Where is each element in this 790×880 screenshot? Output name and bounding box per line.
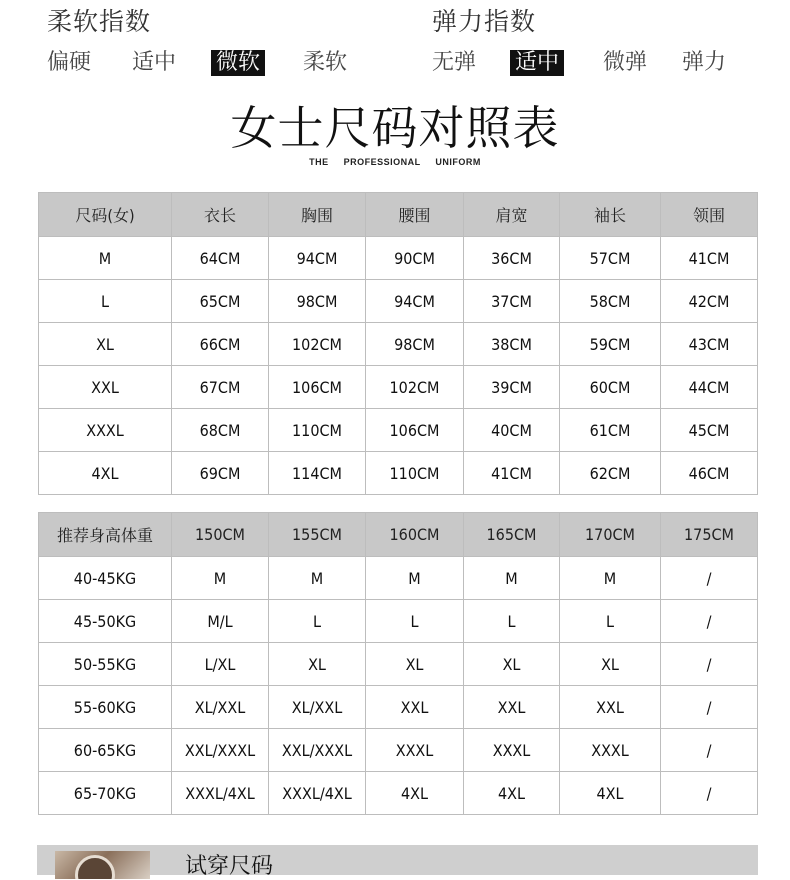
recommend-table-cell: M <box>269 557 366 600</box>
recommend-table-cell: 40-45KG <box>39 557 172 600</box>
recommend-table-cell: XL <box>269 643 366 686</box>
elasticity-option: 弹力 <box>682 50 727 75</box>
size-table-row <box>39 366 758 409</box>
size-table-row <box>39 452 758 495</box>
recommend-table-cell: XXXL/4XL <box>172 772 269 815</box>
size-table-cell: 61CM <box>560 409 661 452</box>
size-table-cell: XXL <box>39 366 172 409</box>
size-table-cell: 44CM <box>661 366 758 409</box>
recommend-table-cell: / <box>661 643 758 686</box>
size-table-header-cell: 尺码(女) <box>39 193 172 237</box>
size-table-row <box>39 280 758 323</box>
recommend-table-header-cell: 175CM <box>661 513 758 557</box>
softness-option: 适中 <box>132 50 177 75</box>
size-table-cell: 4XL <box>39 452 172 495</box>
size-table-header-cell: 腰围 <box>366 193 464 237</box>
size-table-header-cell: 袖长 <box>560 193 661 237</box>
size-table-header-cell: 衣长 <box>172 193 269 237</box>
recommend-table-cell: XXXL <box>366 729 464 772</box>
size-table-cell: 37CM <box>464 280 560 323</box>
recommend-table-cell: XXXL <box>560 729 661 772</box>
recommend-table-cell: M <box>172 557 269 600</box>
recommend-table-cell: XL <box>464 643 560 686</box>
size-table-cell: 110CM <box>366 452 464 495</box>
softness-option: 柔软 <box>303 50 348 75</box>
recommend-table-cell: XXL <box>464 686 560 729</box>
recommend-table <box>38 512 758 815</box>
size-table-cell: 90CM <box>366 237 464 280</box>
recommend-table-cell: L <box>366 600 464 643</box>
recommend-table-row <box>39 643 758 686</box>
size-table-cell: XL <box>39 323 172 366</box>
softness-title: 柔软指数 <box>47 7 152 36</box>
size-table-header-cell: 肩宽 <box>464 193 560 237</box>
size-table-cell: 38CM <box>464 323 560 366</box>
size-table-cell: 45CM <box>661 409 758 452</box>
recommend-table-cell: XL <box>366 643 464 686</box>
elasticity-option: 微弹 <box>603 50 648 75</box>
softness-option: 偏硬 <box>47 50 92 75</box>
recommend-table-row <box>39 686 758 729</box>
recommend-table-cell: XXXL/4XL <box>269 772 366 815</box>
size-table-cell: 62CM <box>560 452 661 495</box>
page-title: 女士尺码对照表 <box>230 101 560 155</box>
size-table-cell: 110CM <box>269 409 366 452</box>
size-table-row <box>39 323 758 366</box>
size-table-row <box>39 409 758 452</box>
size-table-cell: 106CM <box>269 366 366 409</box>
page-subtitle: THE PROFESSIONAL UNIFORM <box>309 157 481 167</box>
size-table-cell: 64CM <box>172 237 269 280</box>
size-table-cell: 46CM <box>661 452 758 495</box>
recommend-table-header-cell: 170CM <box>560 513 661 557</box>
size-table-cell: 59CM <box>560 323 661 366</box>
size-table-cell: 98CM <box>269 280 366 323</box>
size-table-cell: XXXL <box>39 409 172 452</box>
size-table-cell: 65CM <box>172 280 269 323</box>
size-table-cell: 41CM <box>661 237 758 280</box>
recommend-table-row <box>39 600 758 643</box>
recommend-table-cell: 4XL <box>560 772 661 815</box>
size-table-cell: 58CM <box>560 280 661 323</box>
recommend-table-cell: XXXL <box>464 729 560 772</box>
recommend-table-cell: M <box>464 557 560 600</box>
recommend-table-cell: XXL/XXXL <box>269 729 366 772</box>
size-table-cell: 102CM <box>269 323 366 366</box>
tryon-title: 试穿尺码 <box>185 854 274 879</box>
elasticity-title: 弹力指数 <box>432 7 537 36</box>
recommend-table-cell: 60-65KG <box>39 729 172 772</box>
tryon-section <box>37 845 758 879</box>
size-table-cell: 42CM <box>661 280 758 323</box>
size-table-header-cell: 领围 <box>661 193 758 237</box>
recommend-table-header-cell: 推荐身高体重 <box>39 513 172 557</box>
recommend-table-cell: / <box>661 600 758 643</box>
recommend-table-header-row <box>39 513 758 557</box>
recommend-table-cell: XL <box>560 643 661 686</box>
elasticity-option: 无弹 <box>432 50 477 75</box>
size-table-cell: 106CM <box>366 409 464 452</box>
recommend-table-cell: 65-70KG <box>39 772 172 815</box>
recommend-table-cell: M/L <box>172 600 269 643</box>
size-table-cell: M <box>39 237 172 280</box>
size-table-cell: 114CM <box>269 452 366 495</box>
recommend-table-cell: M <box>560 557 661 600</box>
size-table <box>38 192 758 495</box>
size-table-cell: L <box>39 280 172 323</box>
size-table-cell: 57CM <box>560 237 661 280</box>
size-table-cell: 98CM <box>366 323 464 366</box>
recommend-table-cell: 50-55KG <box>39 643 172 686</box>
recommend-table-cell: M <box>366 557 464 600</box>
recommend-table-cell: L <box>464 600 560 643</box>
recommend-table-cell: L <box>560 600 661 643</box>
recommend-table-cell: / <box>661 557 758 600</box>
recommend-table-cell: / <box>661 686 758 729</box>
recommend-table-cell: XXL <box>560 686 661 729</box>
recommend-table-header-cell: 165CM <box>464 513 560 557</box>
softness-option: 微软 <box>211 50 265 76</box>
recommend-table-header-cell: 155CM <box>269 513 366 557</box>
recommend-table-cell: L <box>269 600 366 643</box>
size-table-header-cell: 胸围 <box>269 193 366 237</box>
size-table-row <box>39 237 758 280</box>
size-table-header-row <box>39 193 758 237</box>
size-table-cell: 36CM <box>464 237 560 280</box>
size-table-cell: 40CM <box>464 409 560 452</box>
size-table-cell: 41CM <box>464 452 560 495</box>
recommend-table-cell: 45-50KG <box>39 600 172 643</box>
elasticity-option: 适中 <box>510 50 564 76</box>
recommend-table-cell: 4XL <box>464 772 560 815</box>
size-table-cell: 66CM <box>172 323 269 366</box>
size-table-cell: 69CM <box>172 452 269 495</box>
size-table-cell: 67CM <box>172 366 269 409</box>
recommend-table-cell: / <box>661 729 758 772</box>
recommend-table-cell: XXL/XXXL <box>172 729 269 772</box>
size-table-cell: 94CM <box>366 280 464 323</box>
recommend-table-cell: XL/XXL <box>269 686 366 729</box>
recommend-table-row <box>39 729 758 772</box>
size-table-cell: 39CM <box>464 366 560 409</box>
recommend-table-header-cell: 150CM <box>172 513 269 557</box>
recommend-table-cell: 55-60KG <box>39 686 172 729</box>
recommend-table-row <box>39 557 758 600</box>
size-table-cell: 94CM <box>269 237 366 280</box>
size-table-cell: 68CM <box>172 409 269 452</box>
size-table-cell: 60CM <box>560 366 661 409</box>
recommend-table-header-cell: 160CM <box>366 513 464 557</box>
recommend-table-cell: 4XL <box>366 772 464 815</box>
recommend-table-cell: XXL <box>366 686 464 729</box>
recommend-table-row <box>39 772 758 815</box>
recommend-table-cell: / <box>661 772 758 815</box>
recommend-table-cell: L/XL <box>172 643 269 686</box>
recommend-table-cell: XL/XXL <box>172 686 269 729</box>
size-table-cell: 43CM <box>661 323 758 366</box>
size-table-cell: 102CM <box>366 366 464 409</box>
